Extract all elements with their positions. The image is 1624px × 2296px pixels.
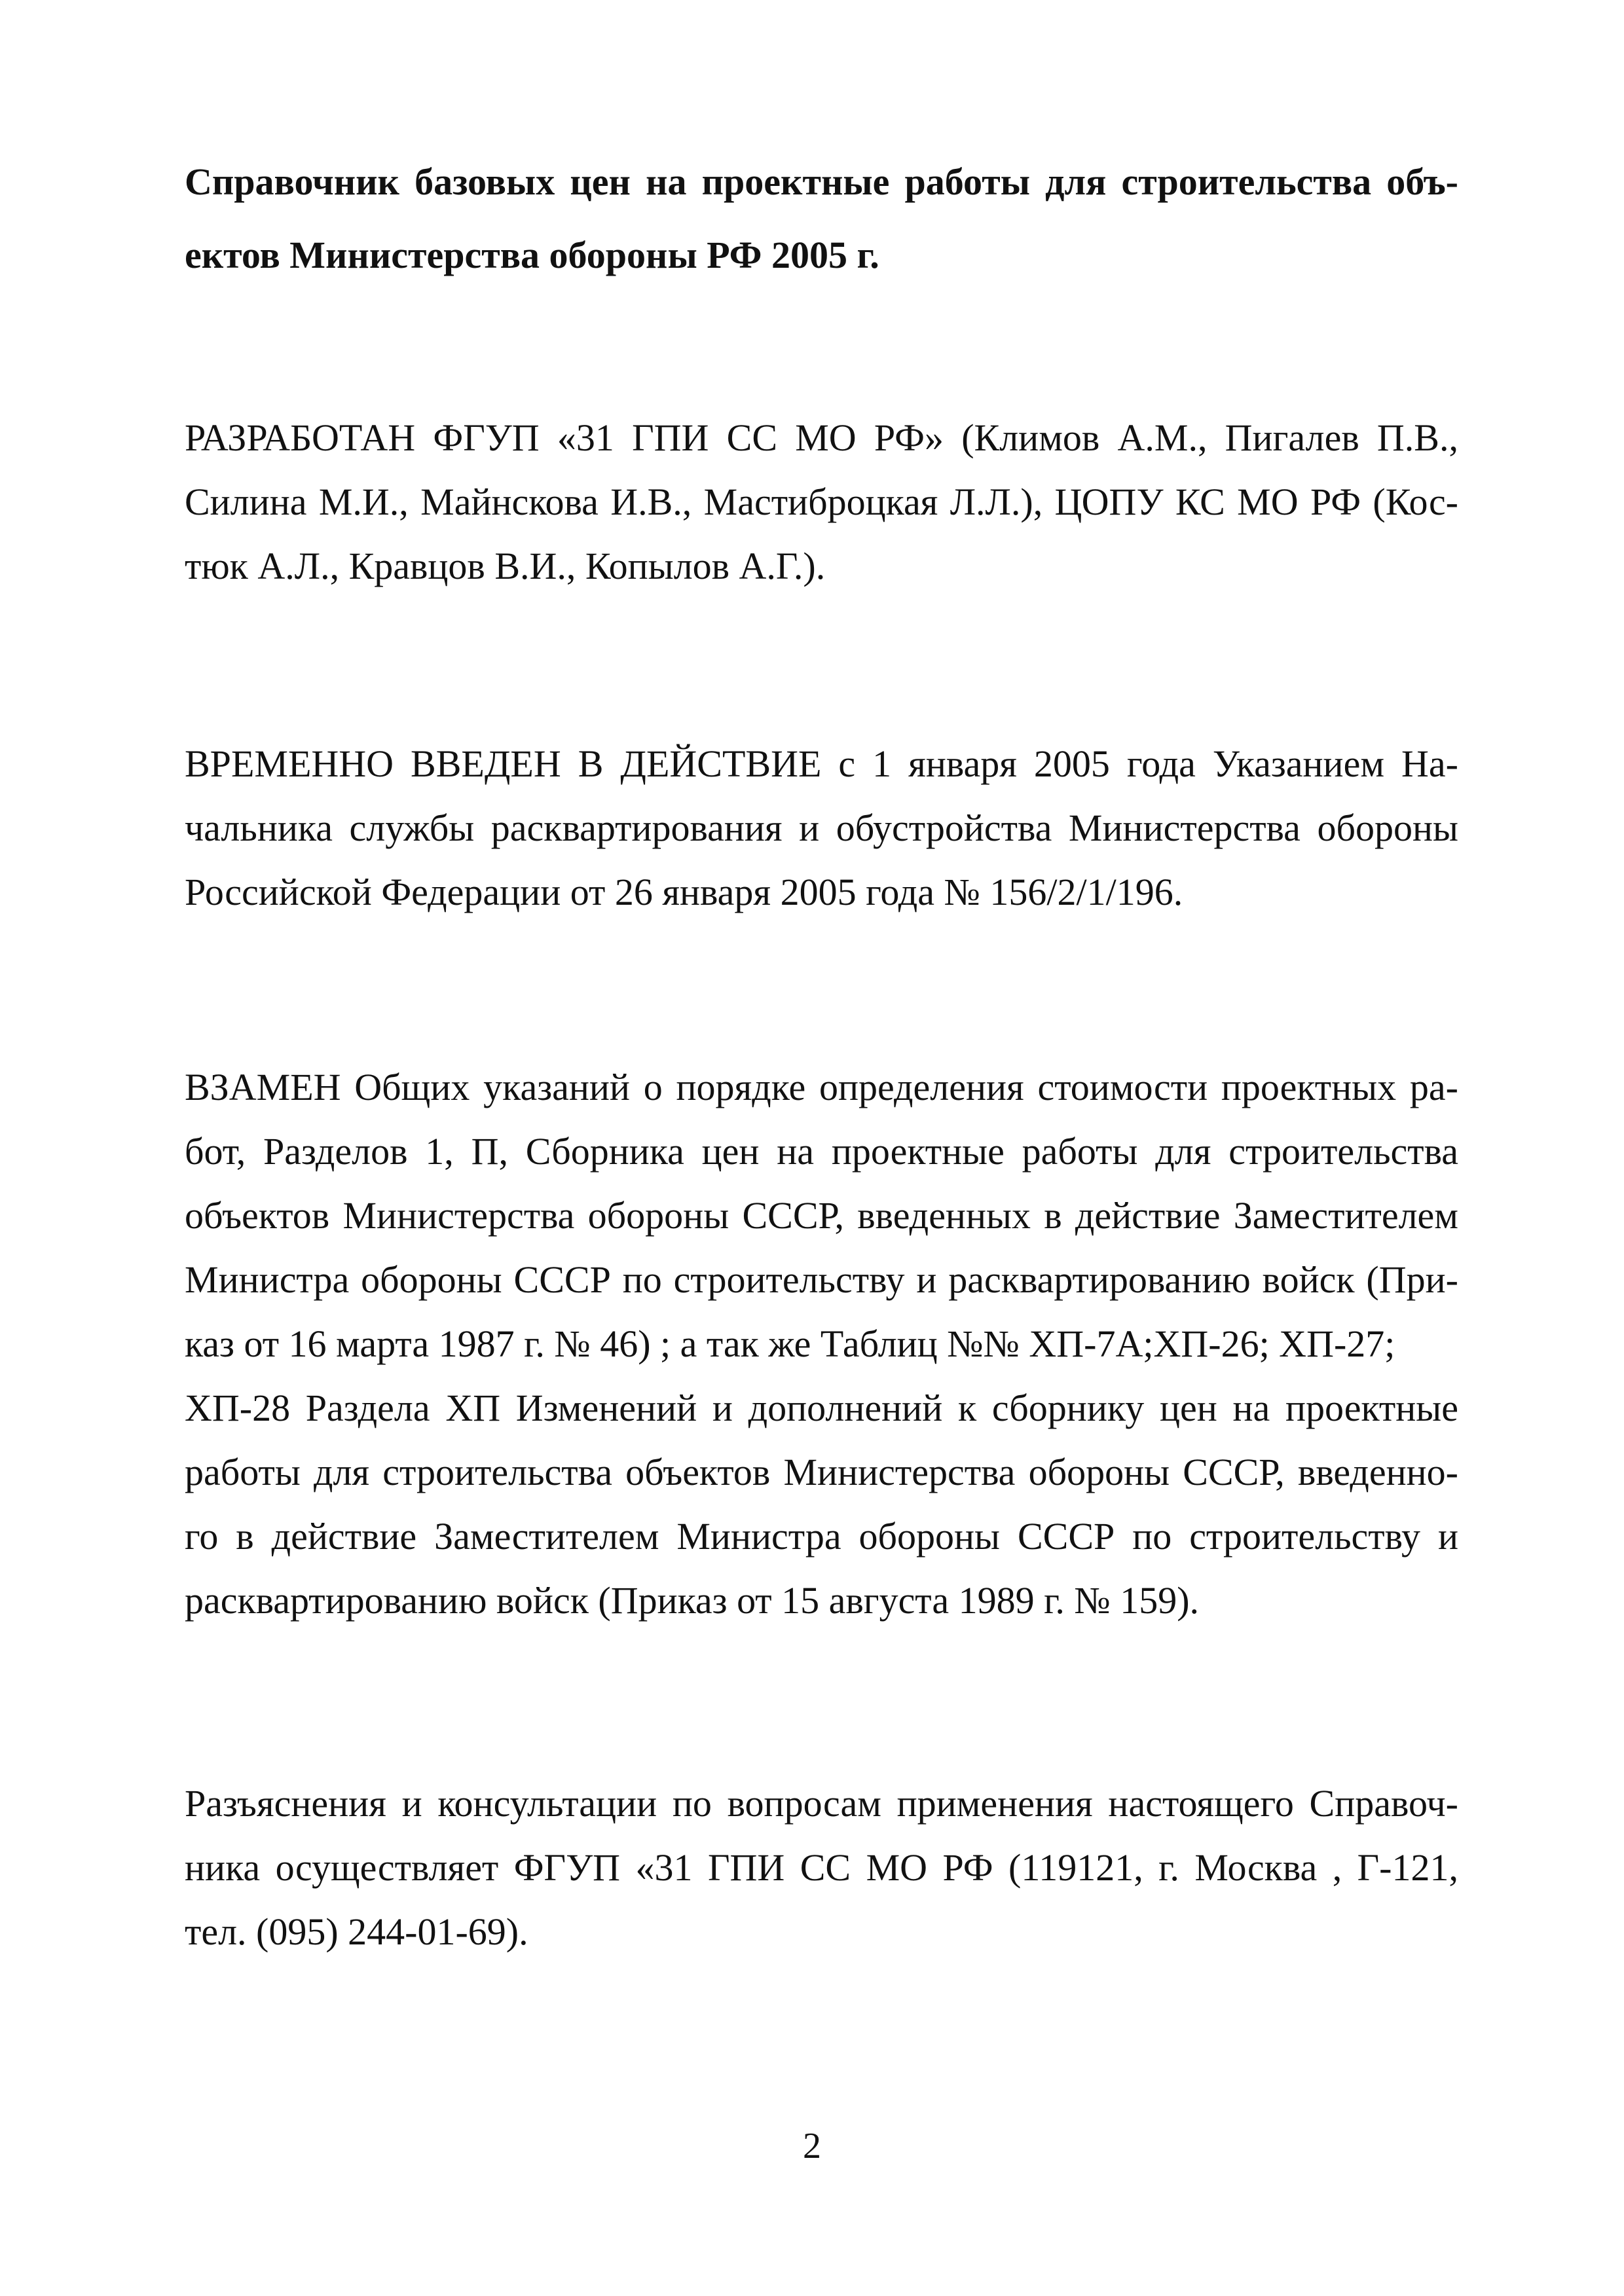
title-line-1: Справочник базовых цен на проектные работы для строительства объ- (185, 160, 1458, 203)
developed-by-paragraph (185, 406, 1458, 598)
paragraph-line: расквартированию войск (Приказ от 15 августа 1989 г. № 159). (185, 1579, 1200, 1622)
paragraph-line: тюк А.Л., Кравцов В.И., Копылов А.Г.). (185, 545, 826, 587)
paragraph-line: Министра обороны СССР по строительству и расквартированию войск (При- (185, 1258, 1458, 1301)
paragraph-line: работы для строительства объектов Министерства обороны СССР, введенно- (185, 1451, 1458, 1493)
paragraph-line: ника осуществляет ФГУП «31 ГПИ СС МО РФ (119121, г. Москва , Г-121, (185, 1846, 1458, 1889)
paragraph-line: Российской Федерации от 26 января 2005 года № 156/2/1/196. (185, 871, 1183, 913)
paragraph-line: каз от 16 марта 1987 г. № 46) ; а так же Таблиц №№ ХП-7А;ХП-26; ХП-27; (185, 1322, 1395, 1365)
clarifications-paragraph (185, 1772, 1458, 1964)
paragraph-line: Разъяснения и консультации по вопросам применения настоящего Справоч- (185, 1782, 1458, 1825)
paragraph-line: бот, Разделов 1, П, Сборника цен на проектные работы для строительства (185, 1130, 1458, 1173)
document-title (185, 145, 1458, 292)
paragraph-line: го в действие Заместителем Министра обороны СССР по строительству и (185, 1515, 1458, 1558)
replaces-paragraph (185, 1055, 1458, 1633)
introduced-paragraph (185, 732, 1458, 924)
paragraph-line: ХП-28 Раздела ХП Изменений и дополнений к сборнику цен на проектные (185, 1387, 1458, 1429)
title-line-2: ектов Министерства обороны РФ 2005 г. (185, 234, 879, 276)
paragraph-line: ВРЕМЕННО ВВЕДЕН В ДЕЙСТВИЕ с 1 января 2005 года Указанием На- (185, 742, 1458, 785)
page-number: 2 (803, 2126, 821, 2166)
paragraph-line: РАЗРАБОТАН ФГУП «31 ГПИ СС МО РФ» (Климов А.М., Пигалев П.В., (185, 416, 1458, 459)
paragraph-line: тел. (095) 244-01-69). (185, 1910, 528, 1953)
paragraph-line: объектов Министерства обороны СССР, введенных в действие Заместителем (185, 1194, 1458, 1237)
paragraph-line: чальника службы расквартирования и обустройства Министерства обороны (185, 807, 1458, 849)
paragraph-line: ВЗАМЕН Общих указаний о порядке определения стоимости проектных ра- (185, 1066, 1458, 1108)
paragraph-line: Силина М.И., Майнскова И.В., Мастиброцкая Л.Л.), ЦОПУ КС МО РФ (Кос- (185, 481, 1458, 523)
